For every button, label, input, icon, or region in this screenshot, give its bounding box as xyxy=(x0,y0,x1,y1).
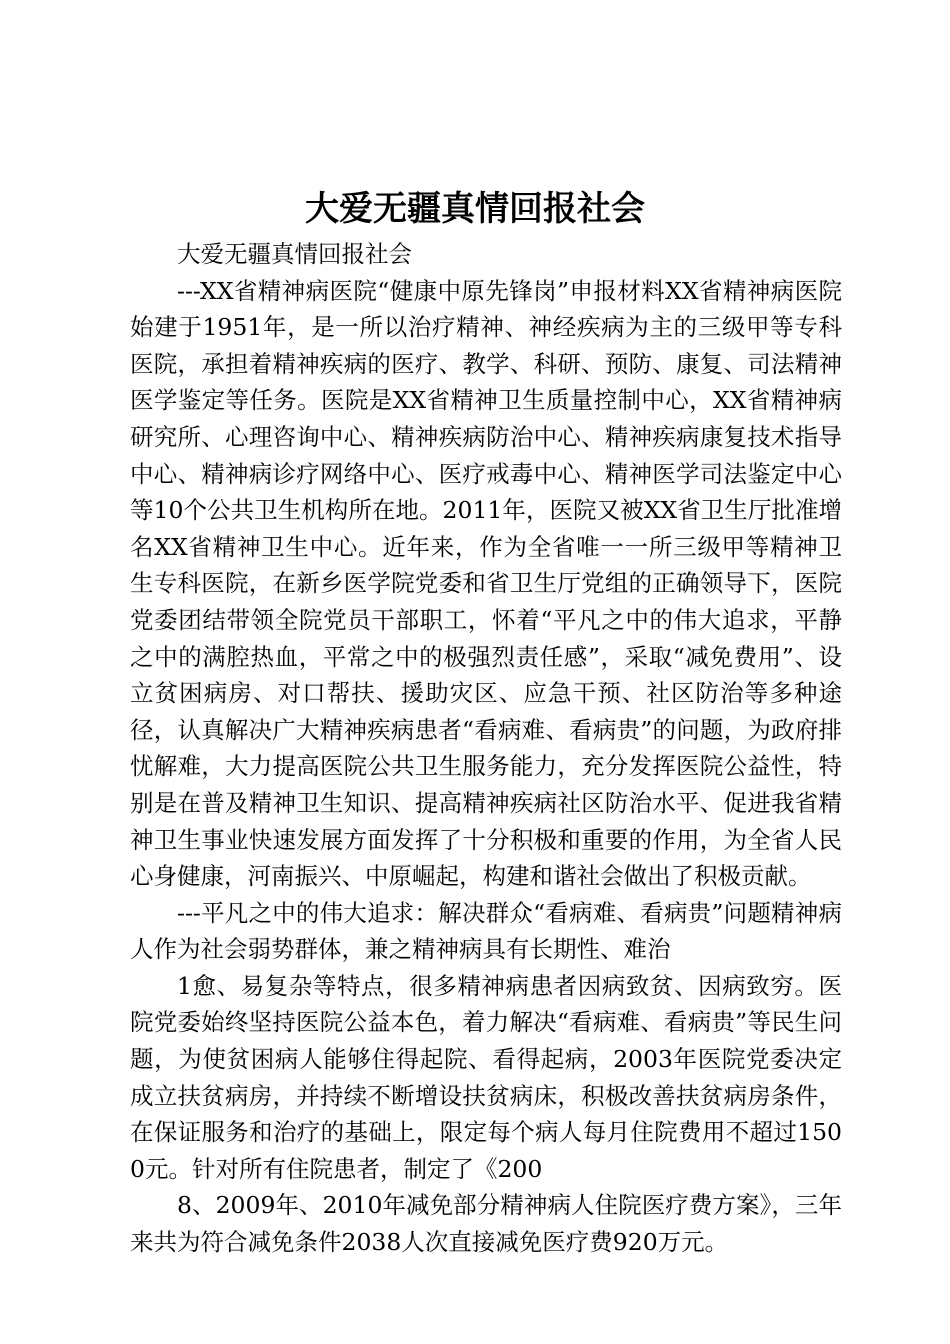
paragraph-section-heading: ---平凡之中的伟大追求：解决群众“看病难、看病贵”问题精神病人作为社会弱势群体，兼之精神病具有长期性、难治 xyxy=(130,898,842,964)
paragraph-fee-reduction: 8、2009年、2010年减免部分精神病人住院医疗费方案》，三年来共为符合减免条件2038人次直接减免医疗费920万元。 xyxy=(130,1191,842,1257)
document-body xyxy=(130,236,842,1261)
paragraph-subtitle: 大爱无疆真情回报社会 xyxy=(177,240,412,268)
paragraph-intro: ---XX省精神病医院“健康中原先锋岗”申报材料XX省精神病医院始建于1951年，是一所以治疗精神、神经疾病为主的三级甲等专科医院，承担着精神疾病的医疗、教学、科研、预防、康复、司法精神医学鉴定等任务。医院是XX省精神卫生质量控制中心，XX省精神病研究所、心理咨询中心、精神疾病防治中心、精神疾病康复技术指导中心、精神病诊疗网络中心、医疗戒毒中心、精神医学司法鉴定中心等10个公共卫生机构所在地。2011年，医院又被XX省卫生厅批准增名XX省精神卫生中心。近年来，作为全省唯一一所三级甲等精神卫生专科医院，在新乡医学院党委和省卫生厅党组的正确领导下，医院党委团结带领全院党员干部职工，怀着“平凡之中的伟大追求，平静之中的满腔热血，平常之中的极强烈责任感”，采取“减免费用”、设立贫困病房、对口帮扶、援助灾区、应急干预、社区防治等多种途径，认真解决广大精神疾病患者“看病难、看病贵”的问题，为政府排忧解难，大力提高医院公共卫生服务能力，充分发挥医院公益性，特别是在普及精神卫生知识、提高精神疾病社区防治水平、促进我省精神卫生事业快速发展方面发挥了十分积极和重要的作用，为全省人民心身健康，河南振兴、中原崛起，构建和谐社会做出了积极贡献。 xyxy=(130,276,842,891)
document-title: 大爱无疆真情回报社会 xyxy=(305,189,645,229)
paragraph-poverty-ward: 1愈、易复杂等特点，很多精神病患者因病致贫、因病致穷。医院党委始终坚持医院公益本色，着力解决“看病难、看病贵”等民生问题，为使贫困病人能够住得起院、看得起病，2003年医院党委决定成立扶贫病房，并持续不断增设扶贫病床，积极改善扶贫病房条件，在保证服务和治疗的基础上，限定每个病人每月住院费用不超过1500元。针对所有住院患者，制定了《200 xyxy=(130,971,842,1183)
